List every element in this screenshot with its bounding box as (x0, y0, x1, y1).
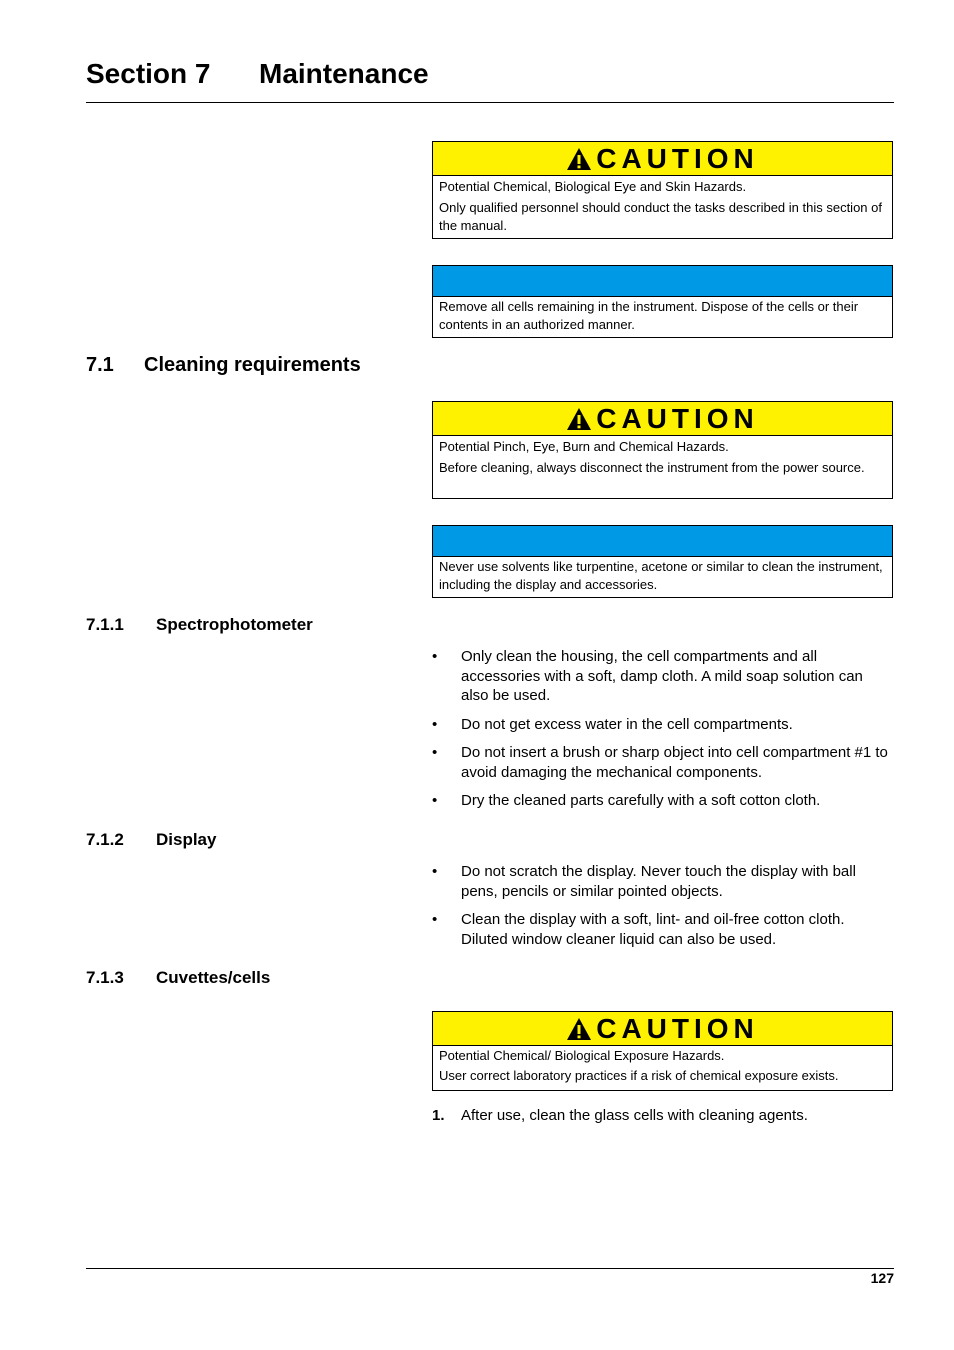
list-item-text: Clean the display with a soft, lint- and oil-free cotton cloth. Diluted window cleaner liquid can also be used. (461, 911, 845, 948)
step-text: After use, clean the glass cells with cleaning agents. (461, 1107, 808, 1124)
heading-title: Cuvettes/cells (156, 968, 271, 987)
heading-7-1-3 (86, 968, 270, 988)
warning-triangle-icon (566, 1017, 592, 1041)
footer-rule (86, 1268, 894, 1269)
heading-7-1 (86, 354, 361, 377)
section-name: Maintenance (259, 58, 429, 89)
hazard-statement: Potential Chemical, Biological Eye and Skin Hazards. (439, 179, 747, 194)
bullet: • (432, 863, 438, 880)
spectrophotometer-list (432, 647, 894, 820)
section-number: Section 7 (86, 58, 211, 89)
notice-header (433, 266, 892, 297)
step-number: 1. (432, 1107, 445, 1124)
caution-header (433, 402, 892, 436)
heading-number: 7.1.3 (86, 968, 124, 987)
heading-title: Display (156, 830, 217, 849)
bullet: • (432, 744, 438, 761)
display-list (432, 862, 894, 958)
heading-title: Cleaning requirements (144, 354, 361, 376)
caution-signal-word: CAUTION (596, 142, 759, 174)
notice-box-1 (432, 265, 893, 338)
list-item-text: Do not insert a brush or sharp object into cell compartment #1 to avoid damaging the mechanical components. (461, 744, 888, 781)
hazard-statement: Potential Pinch, Eye, Burn and Chemical Hazards. (439, 439, 729, 454)
warning-triangle-icon (566, 407, 592, 431)
list-item (432, 715, 894, 735)
heading-7-1-1 (86, 615, 313, 635)
section-title (86, 58, 429, 90)
warning-triangle-icon (566, 147, 592, 171)
caution-signal-word: CAUTION (596, 402, 759, 434)
bullet: • (432, 792, 438, 809)
page-number: 127 (870, 1270, 894, 1286)
caution-signal-word: CAUTION (596, 1012, 759, 1044)
caution-header (433, 1012, 892, 1046)
bullet: • (432, 911, 438, 928)
notice-text: Remove all cells remaining in the instrument. Dispose of the cells or their contents in an authorized manner. (439, 299, 859, 332)
notice-header (433, 526, 892, 557)
caution-box-1 (432, 141, 893, 239)
list-item (432, 862, 894, 901)
list-item (432, 743, 894, 782)
hazard-instruction: User correct laboratory practices if a risk of chemical exposure exists. (439, 1068, 839, 1083)
step-item (432, 1106, 894, 1126)
caution-box-3 (432, 1011, 893, 1091)
notice-box-2 (432, 525, 893, 598)
bullet: • (432, 715, 438, 733)
heading-number: 7.1 (86, 354, 114, 376)
list-item (432, 910, 894, 949)
cuvette-steps (432, 1106, 894, 1126)
hazard-statement: Potential Chemical/ Biological Exposure Hazards. (439, 1048, 725, 1063)
heading-number: 7.1.1 (86, 615, 124, 634)
heading-number: 7.1.2 (86, 830, 124, 849)
list-item (432, 791, 894, 811)
hazard-instruction: Before cleaning, always disconnect the instrument from the power source. (439, 460, 865, 475)
caution-header (433, 142, 892, 176)
hazard-instruction: Only qualified personnel should conduct the tasks described in this section of the manual. (439, 200, 882, 233)
heading-title: Spectrophotometer (156, 615, 313, 634)
list-item-text: Do not scratch the display. Never touch the display with ball pens, pencils or similar pointed objects. (461, 863, 856, 900)
heading-7-1-2 (86, 830, 216, 850)
section-rule (86, 102, 894, 103)
list-item (432, 647, 894, 706)
notice-text: Never use solvents like turpentine, acetone or similar to clean the instrument, including the display and accessories. (439, 559, 883, 592)
caution-box-2 (432, 401, 893, 499)
list-item-text: Dry the cleaned parts carefully with a soft cotton cloth. (461, 792, 821, 809)
list-item-text: Only clean the housing, the cell compartments and all accessories with a soft, damp cloth. A mild soap solution can also be used. (461, 648, 863, 704)
bullet: • (432, 648, 438, 665)
list-item-text: Do not get excess water in the cell compartments. (461, 715, 793, 733)
